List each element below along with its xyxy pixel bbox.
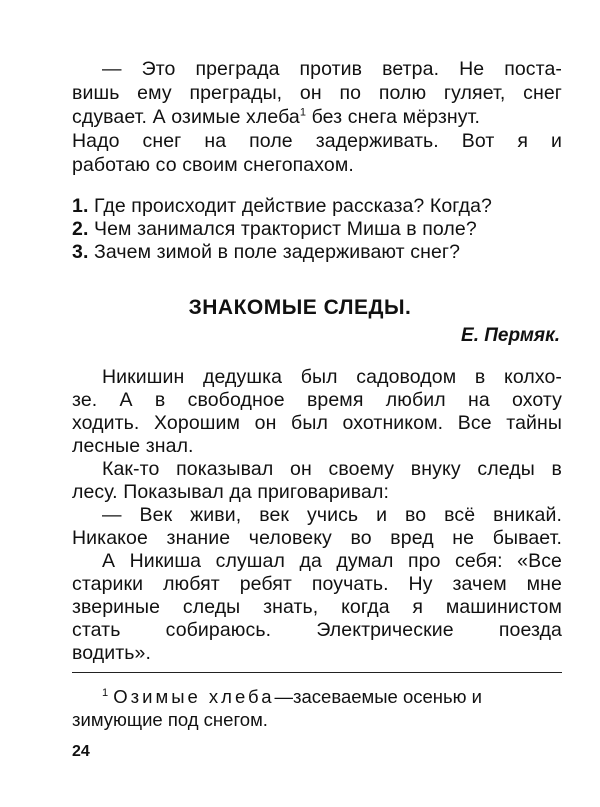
- question-number: 2.: [72, 218, 89, 240]
- story-line-9: А Никиша слушал да думал про себя: «Все: [102, 550, 562, 572]
- page-number: 24: [72, 743, 90, 760]
- intro-line-3: [72, 106, 562, 129]
- story-line-13: водить».: [72, 642, 151, 664]
- story-line-7: — Век живи, век учись и во всё вникай.: [102, 504, 562, 526]
- footnote-marker: 1: [102, 686, 109, 699]
- story-line-11: звериные следы знать, когда я машинистом: [72, 596, 562, 618]
- intro-line-3-start: сдувает. А озимые хлеба: [72, 106, 300, 128]
- question-2: [72, 218, 562, 241]
- story-line-1: Никишин дедушка был садоводом в колхо-: [102, 366, 562, 388]
- footnote-line-1: [102, 685, 562, 708]
- story-title: ЗНАКОМЫЕ СЛЕДЫ.: [188, 296, 412, 319]
- question-text: Зачем зимой в поле задерживают снег?: [94, 241, 461, 263]
- question-number: 3.: [72, 241, 89, 263]
- footnote-line-2: зимующие под снегом.: [72, 709, 268, 730]
- question-1: [72, 195, 562, 218]
- footnote-ref-marker: 1: [299, 106, 307, 119]
- intro-line-3-end: без снега мёрзнут.: [311, 106, 480, 128]
- story-line-5: Как-то показывал он своему внуку следы в: [102, 458, 562, 480]
- intro-line-5: работаю со своим снегопахом.: [72, 154, 354, 176]
- intro-line-4: Надо снег на поле задерживать. Вот я и: [72, 130, 562, 152]
- intro-line-1: — Это преграда против ветра. Не поста-: [102, 58, 562, 80]
- story-line-12: стать собираюсь. Электрические поезда: [72, 619, 562, 641]
- story-author: Е. Пермяк.: [461, 325, 560, 346]
- footnote-divider: [72, 672, 562, 673]
- story-line-6: лесу. Показывал да приговаривал:: [72, 481, 389, 503]
- story-line-10: старики любят ребят поучать. Ну зачем мне: [72, 573, 562, 595]
- story-line-4: лесные знал.: [72, 435, 194, 457]
- footnote-definition: —засеваемые осенью и: [274, 686, 482, 707]
- story-line-2: зе. А в свободное время любил на охоту: [72, 389, 562, 411]
- story-line-3: ходить. Хорошим он был охотником. Все тайны: [72, 412, 562, 434]
- story-line-8: Никакое знание человеку во вред не бывает.: [72, 527, 562, 549]
- question-text: Чем занимался тракторист Миша в поле?: [94, 218, 477, 240]
- question-text: Где происходит действие рассказа? Когда?: [94, 195, 492, 217]
- intro-line-2: вишь ему преграды, он по полю гуляет, снег: [72, 82, 562, 104]
- question-number: 1.: [72, 195, 89, 217]
- question-3: [72, 241, 562, 264]
- footnote-term: Озимые хлеба: [113, 686, 275, 707]
